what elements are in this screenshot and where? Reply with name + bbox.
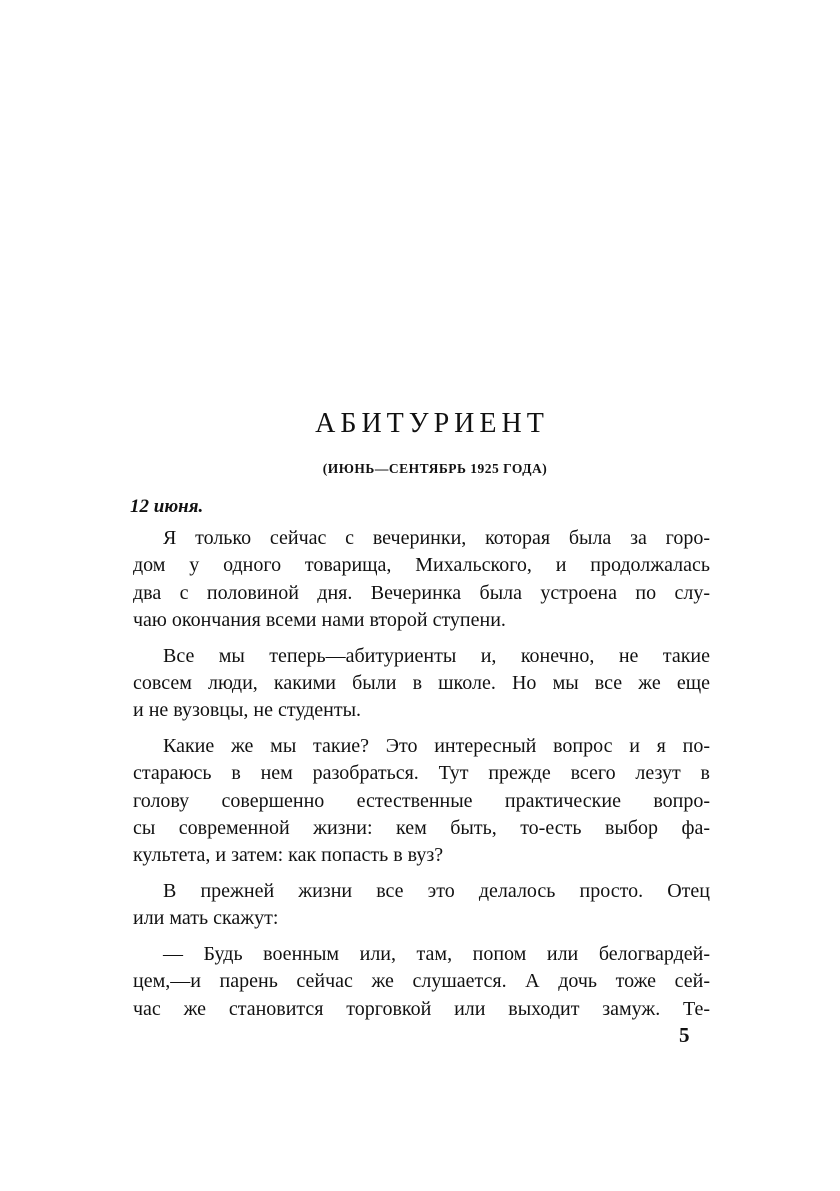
text-line: сы современной жизни: кем быть, то-есть выбор фа- — [133, 817, 710, 840]
page-number: 5 — [679, 1023, 690, 1047]
text-line: и не вузовцы, не студенты. — [133, 699, 362, 722]
text-line: цем,—и парень сейчас же слушается. А дочь тоже сей- — [133, 970, 710, 993]
text-line: стараюсь в нем разобраться. Тут прежде всего лезут в — [133, 762, 710, 785]
chapter-title: АБИТУРИЕНТ — [315, 408, 549, 439]
text-line: чаю окончания всеми нами второй ступени. — [133, 609, 506, 632]
text-line: или мать скажут: — [133, 907, 279, 930]
diary-date-heading: 12 июня. — [130, 496, 204, 517]
body-text — [133, 525, 710, 1031]
paragraph — [133, 733, 710, 870]
text-line: культета, и затем: как попасть в вуз? — [133, 844, 444, 867]
text-line: Какие же мы такие? Это интересный вопрос и я по- — [163, 734, 710, 757]
text-line: Я только сейчас с вечеринки, которая была за горо- — [163, 527, 710, 549]
text-line: голову совершенно естественные практические вопро- — [133, 789, 710, 812]
text-line: В прежней жизни все это делалось просто. Отец — [163, 879, 710, 902]
text-line: два с половиной дня. Вечеринка была устроена по слу- — [133, 581, 710, 604]
text-line: — Будь военным или, там, попом или белогвардей- — [163, 942, 710, 965]
chapter-subtitle: (ИЮНЬ—СЕНТЯБРЬ 1925 ГОДА) — [322, 461, 548, 476]
text-line: совсем люди, какими были в школе. Но мы все же еще — [133, 672, 710, 695]
paragraph — [133, 878, 710, 933]
paragraph — [133, 525, 710, 635]
text-line: Все мы теперь—абитуриенты и, конечно, не такие — [163, 644, 710, 667]
text-line: дом у одного товарища, Михальского, и продолжалась — [133, 554, 710, 577]
paragraph — [133, 941, 710, 1023]
text-line: час же становится торговкой или выходит замуж. Те- — [133, 997, 710, 1020]
paragraph — [133, 643, 710, 725]
